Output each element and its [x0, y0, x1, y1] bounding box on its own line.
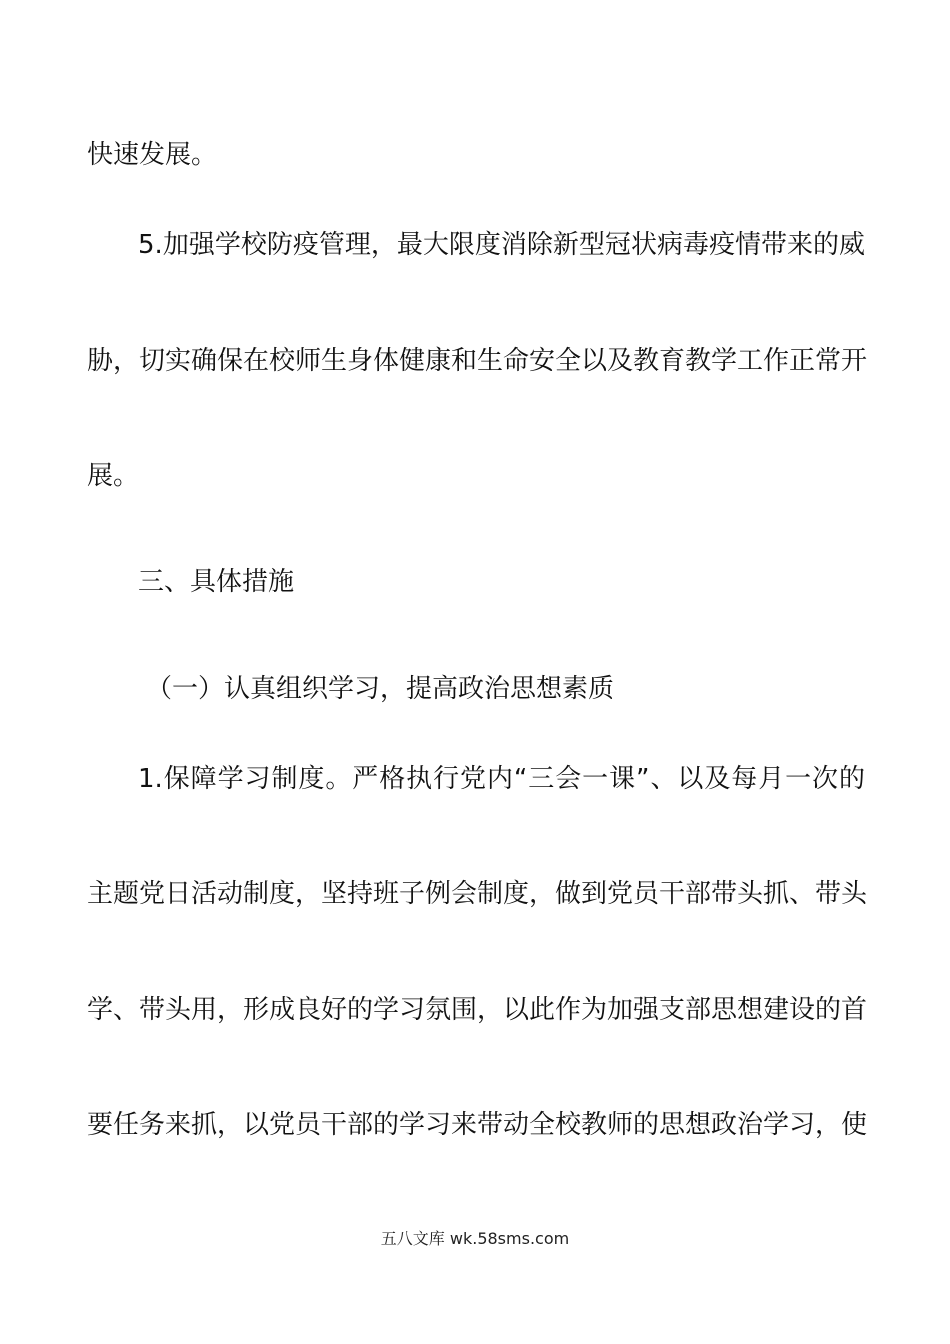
paragraph-line-4: 展。	[87, 461, 140, 491]
subsection-heading: （一）认真组织学习，提高政治思想素质	[146, 674, 615, 704]
section-heading: 三、具体措施	[138, 567, 295, 597]
paragraph-line-3: 胁，切实确保在校师生身体健康和生命安全以及教育教学工作正常开	[87, 346, 868, 376]
paragraph-line-1: 快速发展。	[87, 140, 218, 170]
paragraph-line-7: 1.保障学习制度。严格执行党内“三会一课”、以及每月一次的	[138, 764, 865, 794]
paragraph-line-10: 要任务来抓，以党员干部的学习来带动全校教师的思想政治学习，使	[87, 1110, 868, 1140]
footer-watermark: 五八文库 wk.58sms.com	[380, 1229, 570, 1248]
paragraph-line-9: 学、带头用，形成良好的学习氛围，以此作为加强支部思想建设的首	[87, 995, 868, 1025]
paragraph-line-8: 主题党日活动制度，坚持班子例会制度，做到党员干部带头抓、带头	[87, 879, 868, 909]
paragraph-line-2: 5.加强学校防疫管理，最大限度消除新型冠状病毒疫情带来的威	[138, 230, 865, 260]
